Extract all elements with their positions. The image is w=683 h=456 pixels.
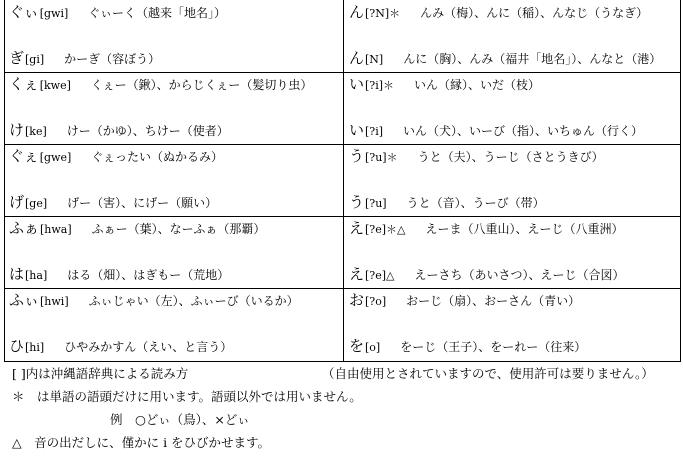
kana-cell-left <box>9 288 342 360</box>
footer-line-1: [ ]内は沖縄語辞典による読み方 <box>12 366 189 381</box>
romanization: [?e]△ <box>365 269 395 282</box>
kana-entry <box>9 76 312 94</box>
kana-entry <box>9 122 229 140</box>
kana-glyph: い <box>349 121 365 139</box>
kana-glyph: げ <box>9 193 25 211</box>
example-words: えーさち（あいさつ）、えーじ（合図） <box>414 268 625 282</box>
kana-glyph: う <box>349 193 365 211</box>
kana-entry <box>9 220 265 238</box>
kana-entry <box>349 4 648 22</box>
romanization: [?i]＊ <box>365 79 395 92</box>
example-words: うと（夫）、うーじ（さとうきび） <box>417 150 604 164</box>
kana-glyph: を <box>349 337 365 355</box>
kana-entry <box>349 194 545 212</box>
example-words: げー（害）、にげー（願い） <box>67 196 218 210</box>
romanization: [?u] <box>365 197 387 210</box>
romanization: [?N]＊ <box>365 7 401 20</box>
footer-note-brackets <box>12 365 188 383</box>
kana-entry <box>9 148 223 166</box>
kana-glyph: くぇ <box>9 75 39 93</box>
column-divider <box>343 0 344 361</box>
romanization: [o] <box>365 341 381 354</box>
kana-cell-left <box>9 216 342 288</box>
romanization: [gwe] <box>39 151 72 164</box>
kana-cell-right <box>349 144 682 216</box>
kana-entry <box>349 220 623 238</box>
kana-entry <box>9 338 232 356</box>
kana-entry <box>349 76 540 94</box>
kana-glyph: ぐぇ <box>9 147 39 165</box>
romanization: [N] <box>365 53 384 66</box>
kana-cell-left <box>9 0 342 72</box>
kana-glyph: け <box>9 121 25 139</box>
kana-entry <box>349 292 580 310</box>
kana-glyph: ふぃ <box>9 291 40 309</box>
kana-glyph: お <box>349 291 365 309</box>
example-words: んに（胸）、んみ（福井「地名」）、んなと（港） <box>403 52 662 66</box>
kana-entry <box>9 292 299 310</box>
kana-cell-right <box>349 72 682 144</box>
romanization: [hwa] <box>40 223 72 236</box>
footer-line-2: ＊ は単語の語頭だけに用います。語頭以外では用いません。 <box>12 389 362 404</box>
example-words: えーま（八重山）、えーじ（八重洲） <box>425 222 624 236</box>
example-words: くぇー（鍬）、からじくぇー（髪切り虫） <box>90 78 313 92</box>
romanization: [gwi] <box>39 7 69 20</box>
example-words: ふぃじゃい（左）、ふぃーび（いるか） <box>88 294 299 308</box>
example-words: いん（犬）、いーび（指）、いちゅん（行く） <box>403 124 644 138</box>
footer-usage-note <box>322 365 654 383</box>
romanization: [ge] <box>25 197 48 210</box>
kana-entry <box>9 194 217 212</box>
footer-note: （自由使用とされていますので、使用許可は要りません。） <box>322 366 654 381</box>
kana-entry <box>9 4 226 22</box>
kana-glyph: ぎ <box>9 49 25 67</box>
footer-example <box>110 411 250 429</box>
kana-entry <box>349 50 661 68</box>
kana-glyph: い <box>349 75 365 93</box>
kana-glyph: ぐぃ <box>9 3 39 21</box>
example-words: かーぎ（容ぼう） <box>64 52 161 66</box>
romanization: [ke] <box>25 125 47 138</box>
kana-table <box>4 0 681 362</box>
kana-glyph: は <box>9 265 25 283</box>
footer-asterisk-note <box>12 388 362 406</box>
kana-cell-right <box>349 288 682 360</box>
example-words: はる（畑）、はぎもー（荒地） <box>67 268 230 282</box>
romanization: [kwe] <box>39 79 71 92</box>
romanization: [hi] <box>25 341 45 354</box>
romanization: [ha] <box>25 269 48 282</box>
footer-line-3: 例 ○どぃ（鳥）、×どぃ <box>110 412 250 427</box>
example-words: けー（かゆ）、ちけー（使者） <box>66 124 229 138</box>
kana-entry <box>349 122 643 140</box>
example-words: ふぁー（葉）、なーふぁ（那覇） <box>91 222 266 236</box>
kana-glyph: え <box>349 219 365 237</box>
kana-glyph: う <box>349 147 365 165</box>
example-words: おーじ（扇）、おーさん（青い） <box>406 294 581 308</box>
example-words: いん（縁）、いだ（枝） <box>414 78 541 92</box>
kana-glyph: ん <box>349 49 365 67</box>
example-words: ぐぇったい（ぬかるみ） <box>91 150 224 164</box>
kana-cell-left <box>9 72 342 144</box>
romanization: [?u]＊ <box>365 151 398 164</box>
footer-line-4: △ 音の出だしに、僅かに i をひびかせます。 <box>12 435 271 450</box>
kana-glyph: ひ <box>9 337 25 355</box>
example-words: ぐぃーく（越来「地名」） <box>88 6 227 20</box>
kana-entry <box>349 266 624 284</box>
romanization: [gi] <box>25 53 45 66</box>
kana-entry <box>9 50 160 68</box>
kana-glyph: ん <box>349 3 365 21</box>
romanization: [?o] <box>365 295 387 308</box>
kana-glyph: え <box>349 265 365 283</box>
kana-glyph: ふぁ <box>9 219 40 237</box>
romanization: [?i] <box>365 125 384 138</box>
kana-cell-right <box>349 0 682 72</box>
example-words: んみ（梅）、んに（稲）、んなじ（うなぎ） <box>420 6 649 20</box>
kana-entry <box>349 338 586 356</box>
romanization: [hwi] <box>40 295 69 308</box>
kana-cell-right <box>349 216 682 288</box>
kana-entry <box>349 148 604 166</box>
kana-cell-left <box>9 144 342 216</box>
example-words: ひやみかすん（えい、と言う） <box>64 340 233 354</box>
romanization: [?e]＊△ <box>365 223 406 236</box>
example-words: うと（音）、うーび（帯） <box>406 196 545 210</box>
kana-entry <box>9 266 229 284</box>
footer-triangle-note <box>12 434 270 452</box>
example-words: をーじ（王子）、をーれー（往来） <box>400 340 587 354</box>
